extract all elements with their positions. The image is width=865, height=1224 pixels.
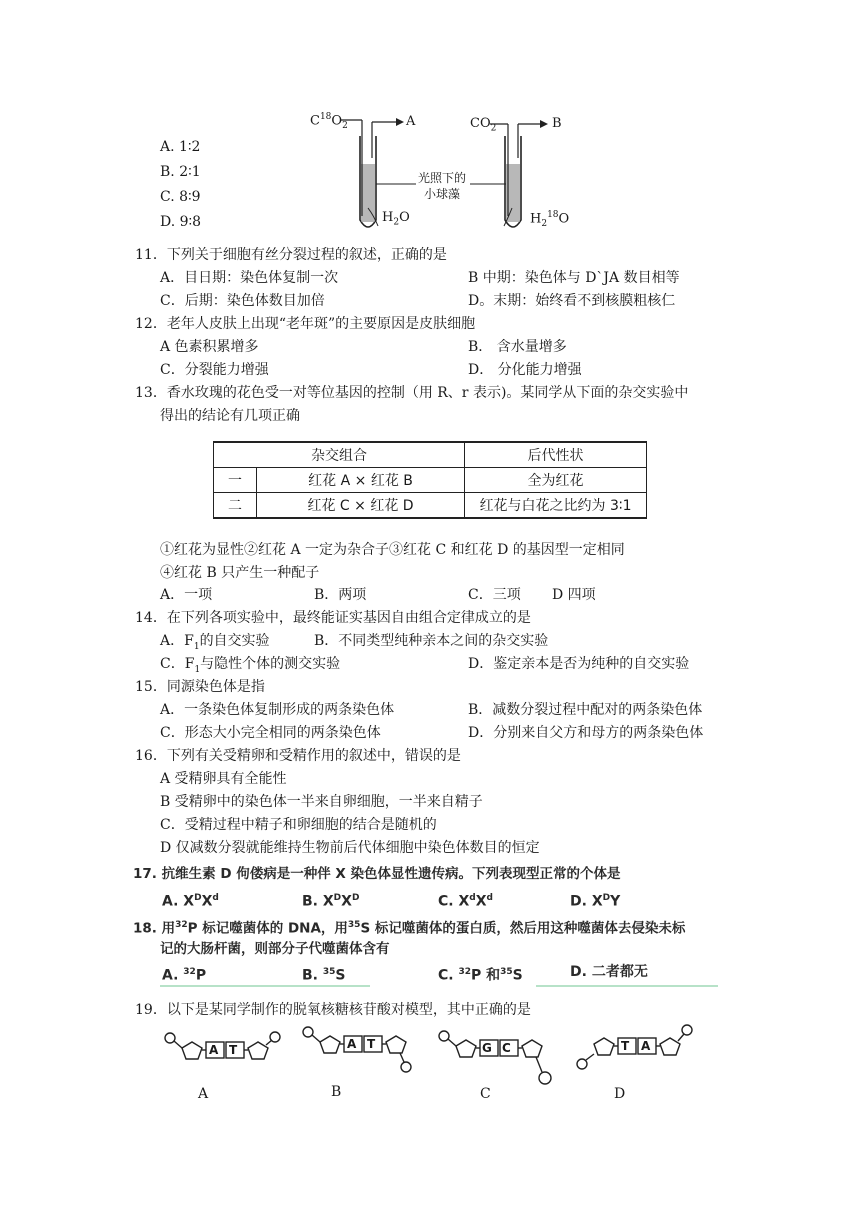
q12-option-b: B． 含水量增多 xyxy=(468,339,567,355)
model-c-label: C xyxy=(480,1086,491,1102)
scan-artifact-line xyxy=(536,985,718,987)
q18-stem-line1: 18. 用$^{32}$P 标记噬菌体的 DNA，用$^{35}$S 标记噬菌体的蛋白质，然后用这种噬菌体去侵染未标 xyxy=(133,920,686,937)
q15-option-d: D．分别来自父方和母方的两条染色体 xyxy=(468,725,704,741)
q15-option-a: A．一条染色体复制形成的两条染色体 xyxy=(160,702,395,718)
q17-option-d: D. $X^DY$ xyxy=(570,893,621,910)
table-cell-index: 二 xyxy=(214,493,257,519)
q14-option-d: D．鉴定亲本是否为纯种的自交实验 xyxy=(468,656,690,672)
q13-option-c: C．三项 xyxy=(468,587,521,603)
scan-artifact-line xyxy=(160,985,370,987)
q12-option-a: A 色素积累增多 xyxy=(160,339,259,355)
q13-stem-line2: 得出的结论有几项正确 xyxy=(160,408,300,424)
fig-water-right: $H_2^{18}O$ xyxy=(530,210,570,229)
fig-input-right: $CO_2$ xyxy=(470,116,497,134)
table-cell-offspring: 红花与白花之比约为 3∶1 xyxy=(465,493,647,519)
q12-option-d: D． 分化能力增强 xyxy=(468,362,582,378)
q13-stem-line1: 13．香水玫瑰的花色受一对等位基因的控制（用 R、r 表示)。某同学从下面的杂交实验中 xyxy=(135,385,689,401)
q11-option-d: D。末期：始终看不到核膜粗核仁 xyxy=(468,293,676,309)
q10-option-d: D. 9∶8 xyxy=(160,214,202,230)
model-b-diagram xyxy=(300,1024,420,1080)
q17-option-b: B. $X^DX^D$ xyxy=(302,893,360,910)
model-c-base-1: G xyxy=(482,1041,492,1055)
q13-option-b: B．两项 xyxy=(314,587,367,603)
q18-stem-line2: 记的大肠杆菌，则部分子代噬菌体含有 xyxy=(160,941,390,957)
fig-output-a: A xyxy=(406,114,416,129)
q11-option-b: B 中期：染色体与 D`JA 数目相等 xyxy=(468,270,680,286)
model-b-label: B xyxy=(331,1084,342,1100)
q17-stem: 17. 抗维生素 D 佝偻病是一种伴 X 染色体显性遗传病。下列表现型正常的个体是 xyxy=(133,866,621,882)
table-cell-index: 一 xyxy=(214,468,257,493)
q13-option-d: D 四项 xyxy=(552,587,596,603)
cross-table xyxy=(213,441,647,519)
q13-statements-line1: ①红花为显性②红花 A 一定为杂合子③红花 C 和红花 D 的基因型一定相同 xyxy=(160,542,625,558)
q18-option-c: C. $^{32}$P 和$^{35}$S xyxy=(438,967,523,984)
model-b-base-1: A xyxy=(347,1037,357,1051)
model-d-base-1: T xyxy=(621,1039,630,1053)
q14-option-c: C．$F_1$与隐性个体的测交实验 xyxy=(160,656,341,675)
table-cell-cross: 红花 A × 红花 B xyxy=(257,468,465,493)
q11-option-a: A．目日期：染色体复制一次 xyxy=(160,270,339,286)
model-a-label: A xyxy=(198,1086,209,1102)
q16-option-a: A 受精卵具有全能性 xyxy=(160,771,287,787)
q10-option-c: C. 8∶9 xyxy=(160,189,201,205)
table-row xyxy=(214,468,647,493)
fig-label: 光照下的 小球藻 xyxy=(418,171,467,201)
model-a-base-1: A xyxy=(209,1043,219,1057)
q17-option-a: A. $X^DX^d$ xyxy=(162,893,219,910)
table-row xyxy=(214,493,647,519)
q15-option-b: B．减数分裂过程中配对的两条染色体 xyxy=(468,702,703,718)
table-cell-offspring: 全为红花 xyxy=(465,468,647,493)
model-b-base-2: T xyxy=(367,1037,376,1051)
q18-option-b: B. $^{35}$S xyxy=(302,967,346,984)
table-cell-cross: 红花 C × 红花 D xyxy=(257,493,465,519)
q18-option-d: D. 二者都无 xyxy=(570,964,648,980)
model-c-diagram xyxy=(436,1026,560,1092)
q15-option-c: C．形态大小完全相同的两条染色体 xyxy=(160,725,381,741)
model-a-base-2: T xyxy=(229,1043,238,1057)
q14-option-a: A．$F_1$的自交实验 xyxy=(160,633,270,652)
q11-stem: 11．下列关于细胞有丝分裂过程的叙述，正确的是 xyxy=(135,247,447,263)
q16-option-d: D 仅减数分裂就能维持生物前后代体细胞中染色体数目的恒定 xyxy=(160,840,540,856)
q19-stem: 19．以下是某同学制作的脱氧核糖核苷酸对模型，其中正确的是 xyxy=(135,1002,531,1018)
model-d-label: D xyxy=(614,1086,626,1102)
q14-stem: 14．在下列各项实验中，最终能证实基因自由组合定律成立的是 xyxy=(135,610,531,626)
q16-option-c: C．受精过程中精子和卵细胞的结合是随机的 xyxy=(160,817,437,833)
model-d-base-2: A xyxy=(641,1039,651,1053)
table-header-offspring: 后代性状 xyxy=(465,442,647,468)
q10-option-b: B. 2∶1 xyxy=(160,164,201,180)
q12-option-c: C．分裂能力增强 xyxy=(160,362,269,378)
q16-option-b: B 受精卵中的染色体一半来自卵细胞，一半来自精子 xyxy=(160,794,483,810)
q18-option-a: A. $^{32}$P xyxy=(162,967,207,984)
q17-option-c: C. $X^dX^d$ xyxy=(438,893,493,910)
q11-option-c: C．后期：染色体数目加倍 xyxy=(160,293,325,309)
q13-statements-line2: ④红花 B 只产生一种配子 xyxy=(160,565,320,581)
model-a-diagram xyxy=(162,1028,282,1078)
q15-stem: 15．同源染色体是指 xyxy=(135,679,265,695)
fig-output-b: B xyxy=(552,116,562,131)
fig-water-left: $H_2O$ xyxy=(382,210,410,228)
q12-stem: 12．老年人皮肤上出现“老年斑”的主要原因是皮肤细胞 xyxy=(135,316,476,332)
q10-option-a: A. 1∶2 xyxy=(160,139,201,155)
fig-input-left: $C^{18}O_2$ xyxy=(310,112,348,131)
q16-stem: 16．下列有关受精卵和受精作用的叙述中，错误的是 xyxy=(135,748,461,764)
q13-option-a: A．一项 xyxy=(160,587,213,603)
table-header-cross: 杂交组合 xyxy=(214,442,465,468)
model-d-diagram xyxy=(574,1022,694,1072)
q14-option-b: B．不同类型纯种亲本之间的杂交实验 xyxy=(314,633,549,649)
model-c-base-2: C xyxy=(502,1041,511,1055)
table-header-row xyxy=(214,442,647,468)
